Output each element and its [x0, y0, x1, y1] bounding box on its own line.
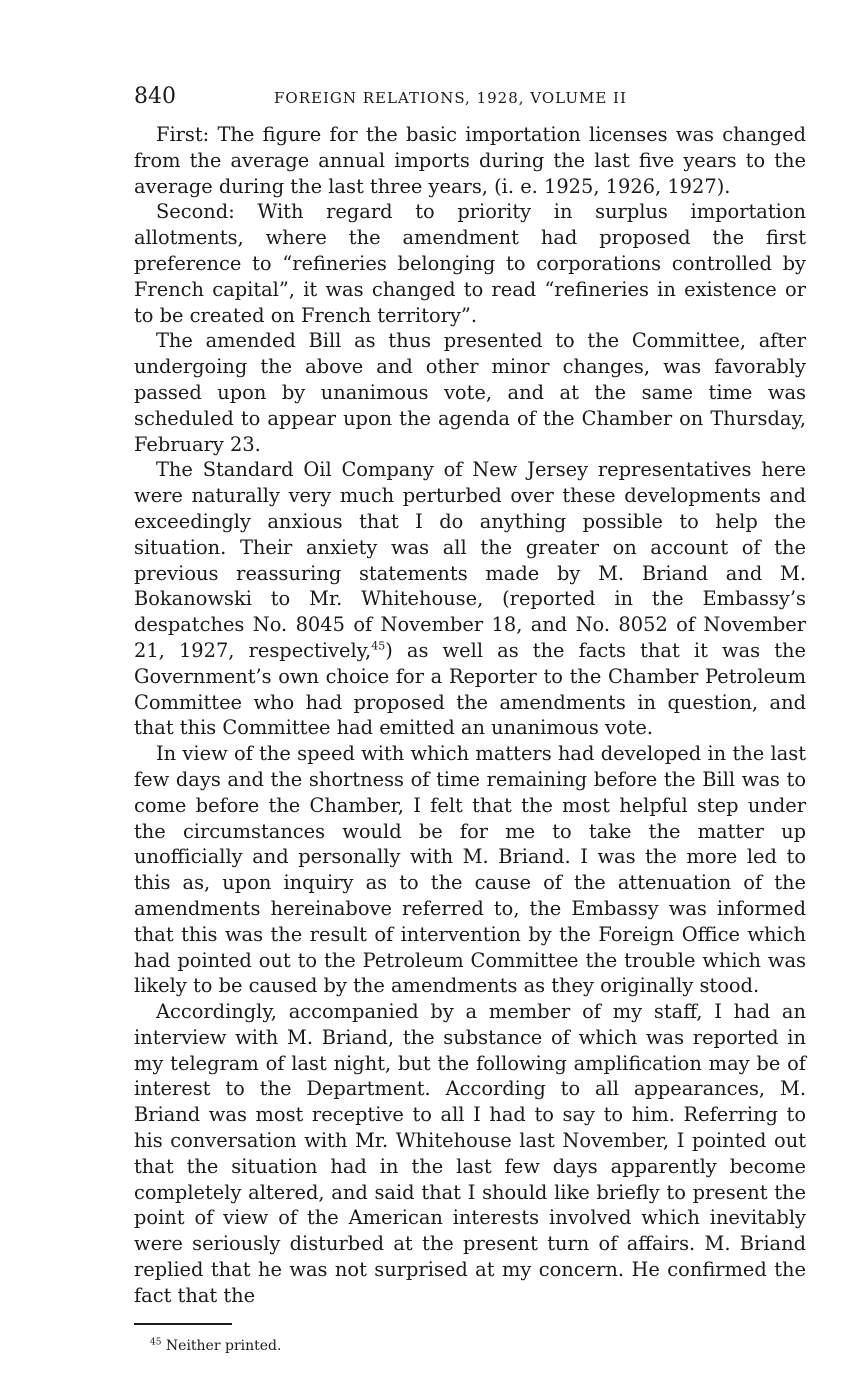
page-number: 840 — [134, 84, 176, 109]
paragraph-second: Second: With regard to priority in surplus importation allotments, where the amendment had proposed the first preference to “refineries belonging to corporations controlled by French capital”, it was changed to read “refineries in existence or to be created on French territory”. — [134, 200, 806, 327]
footnote-divider — [134, 1323, 232, 1325]
footnote — [150, 1337, 806, 1355]
paragraph-text: The Standard Oil Company of New Jersey representatives here were naturally very much perturbed over these developments and exceedingly anxious that I do anything possible to help the situation. Their anxiety was all the greater on account of the previous reassuring statements made by M. Briand and M. Bokanowski to Mr. Whitehouse, (reported in the Embassy’s despatches No. 8045 of November 18, and No. 8052 of November 21, 1927, respectively, — [134, 458, 806, 662]
paragraph-standard-oil — [134, 457, 806, 741]
running-title: FOREIGN RELATIONS, 1928, VOLUME II — [274, 89, 627, 107]
body-text — [134, 122, 806, 1309]
paragraph-view-of-speed: In view of the speed with which matters had developed in the last few days and the shortness of time remaining before the Bill was to come before the Chamber, I felt that the most helpful step under the circumstances would be for me to take the matter up unofficially and personally with M. Briand. I was the more led to this as, upon inquiry as to the cause of the attenuation of the amendments hereinabove referred to, the Embassy was informed that this was the result of intervention by the Foreign Office which had pointed out to the Petroleum Committee the trouble which was likely to be caused by the amendments as they originally stood. — [134, 742, 806, 998]
footnote-text: Neither printed. — [165, 1337, 282, 1354]
paragraph-amended-bill: The amended Bill as thus presented to the Committee, after undergoing the above and other minor changes, was favorably passed upon by unanimous vote, and at the same time was scheduled to appear upon the agenda of the Chamber on Thursday, February 23. — [134, 329, 806, 456]
paragraph-text: ) as well as the facts that it was the Government’s own choice for a Reporter to the Chamber Petroleum Committee who had proposed the amendments in question, and that this Committee had emitted an unanimous vote. — [134, 638, 806, 740]
document-page — [134, 84, 806, 1355]
paragraph-first: First: The figure for the basic importation licenses was changed from the average annual imports during the last five years to the average during the last three years, (i. e. 1925, 1926, 1927). — [134, 123, 806, 198]
paragraph-accordingly: Accordingly, accompanied by a member of my staff, I had an interview with M. Briand, the substance of which was reported in my telegram of last night, but the following amplification may be of interest to the Department. According to all appearances, M. Briand was most receptive to all I had to say to him. Referring to his conversation with Mr. Whitehouse last November, I pointed out that the situation had in the last few days apparently become completely altered, and said that I should like briefly to present the point of view of the American interests involved which inevitably were seriously disturbed at the present turn of affairs. M. Briand replied that he was not surprised at my concern. He confirmed the fact that the — [134, 1000, 806, 1307]
page-header — [134, 84, 806, 116]
footnote-marker: 45 — [150, 1337, 162, 1347]
footnote-reference: 45 — [371, 639, 386, 653]
